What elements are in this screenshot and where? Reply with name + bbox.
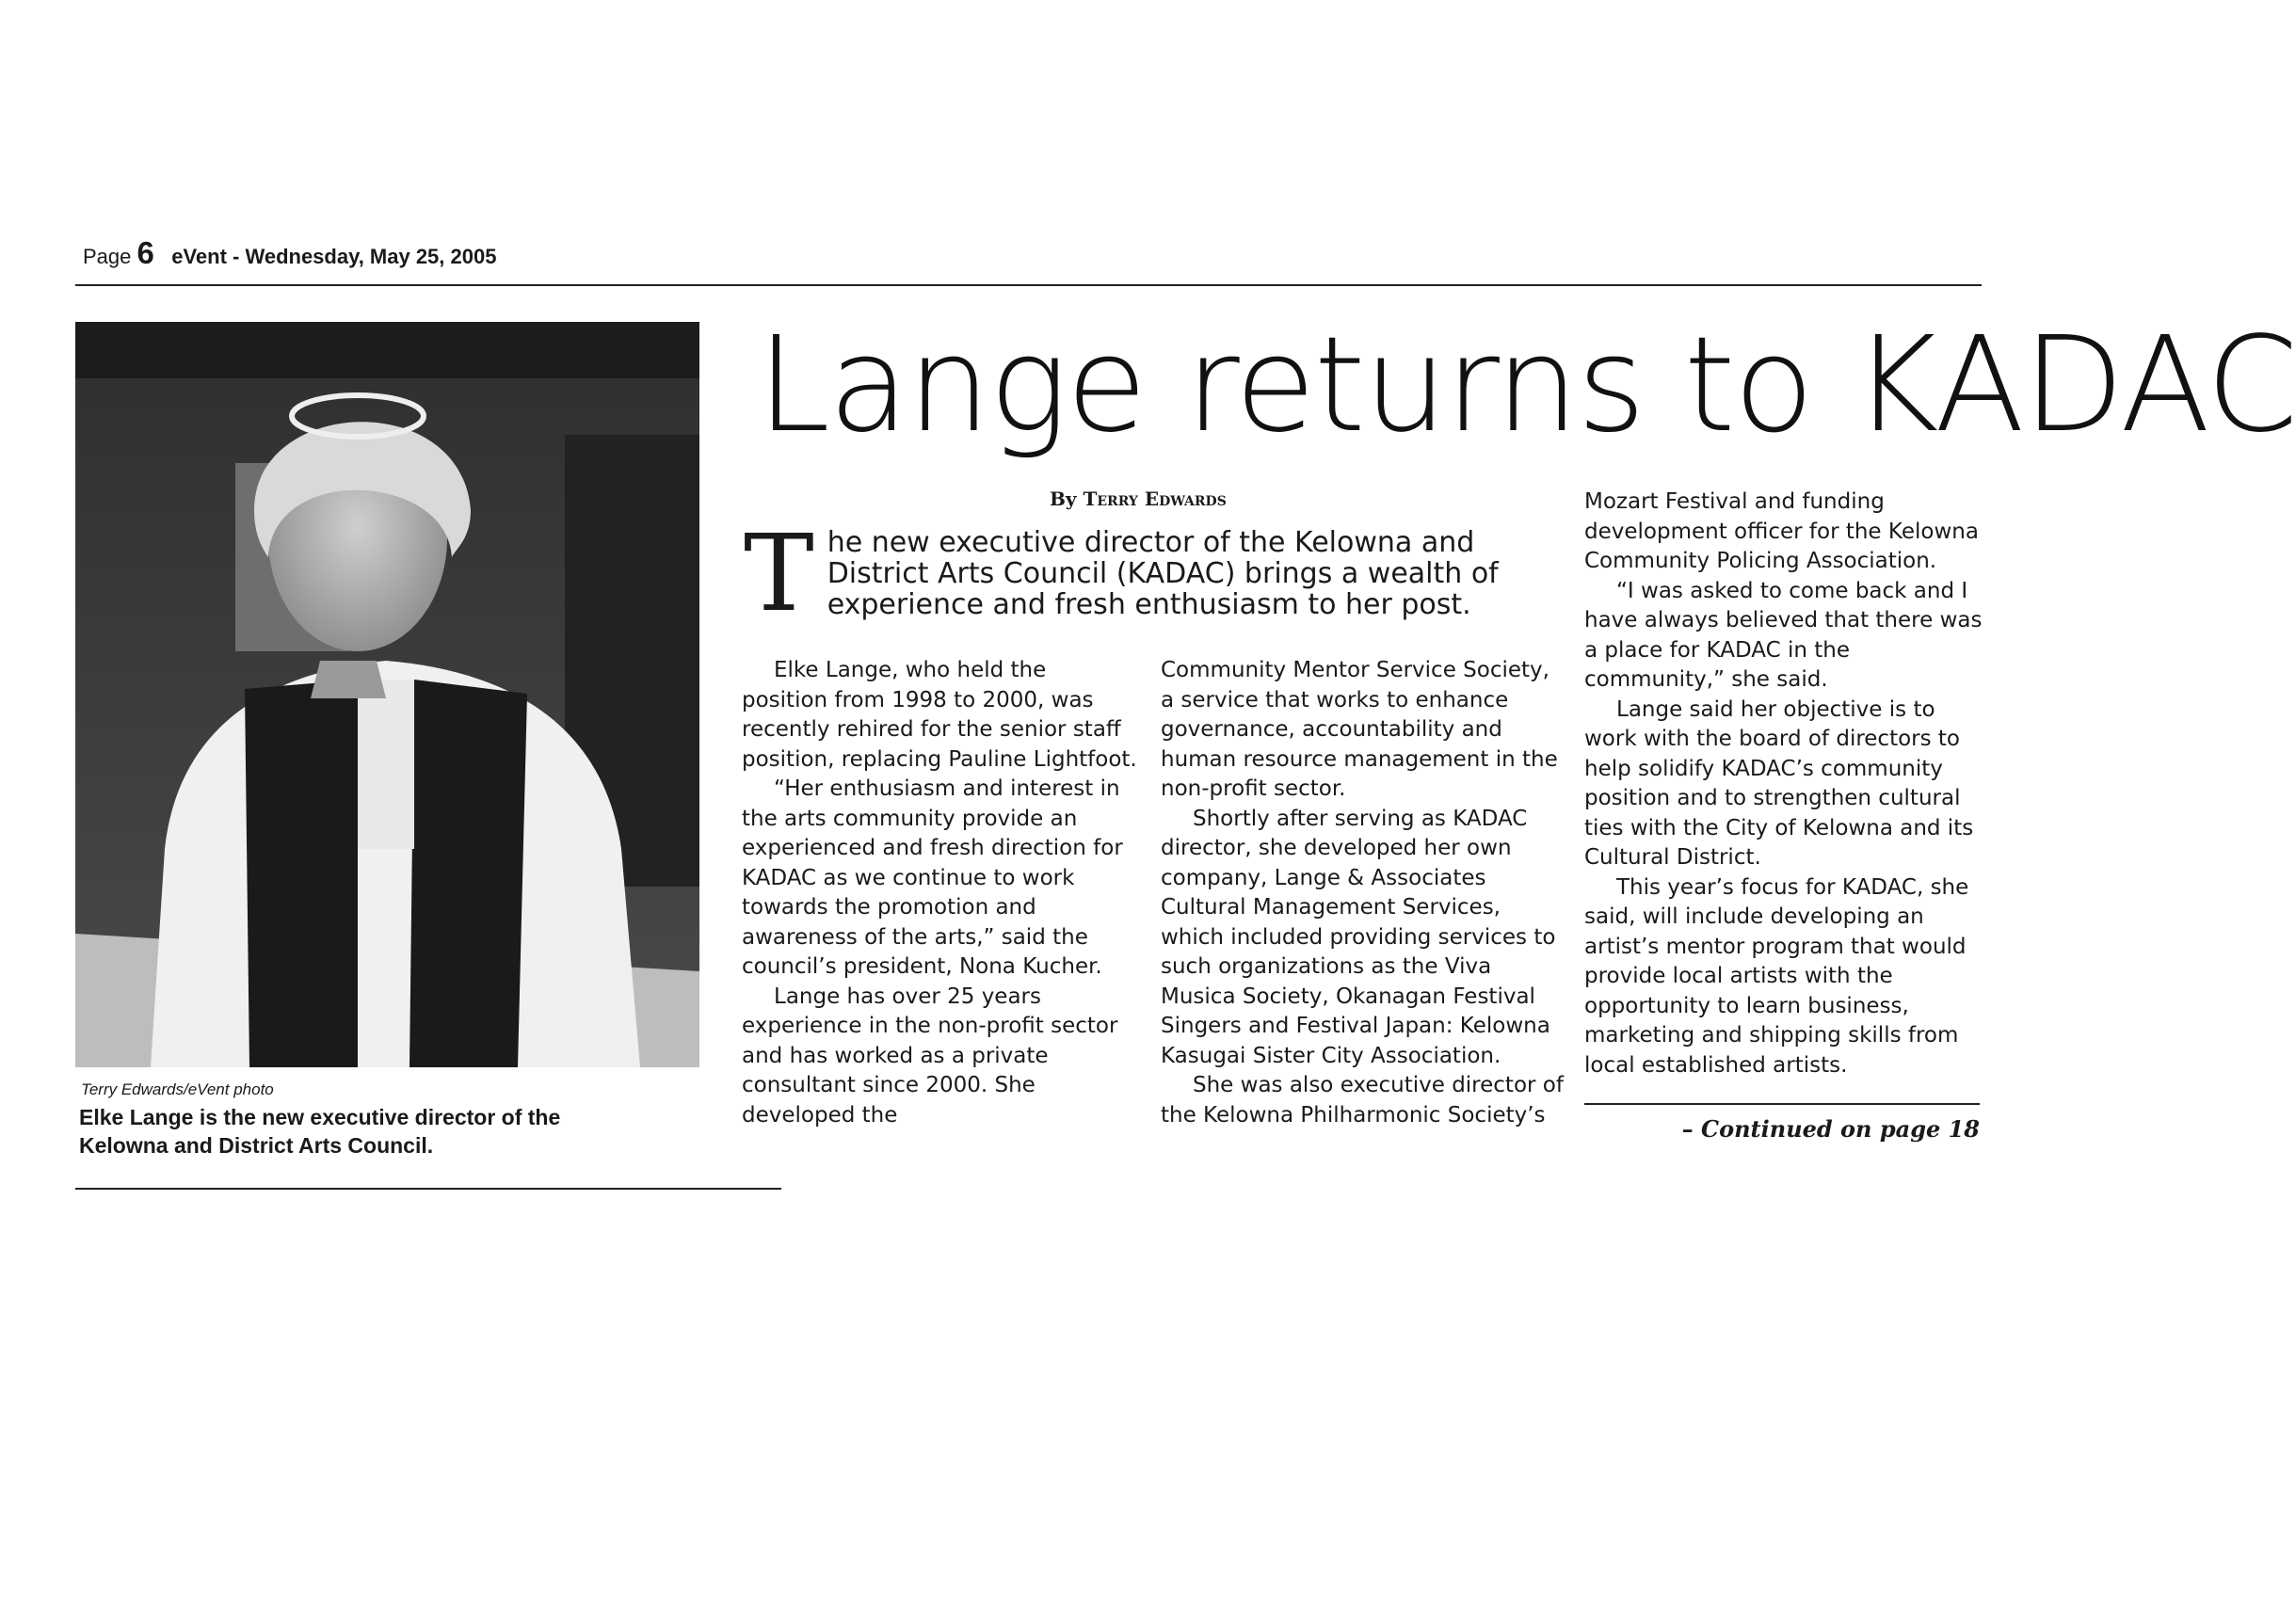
article-column-3 <box>1584 488 1984 1080</box>
photo-caption: Elke Lange is the new executive director of the Kelowna and District Arts Council. <box>79 1105 561 1158</box>
paragraph: Elke Lange, who held the position from 1998 to 2000, was recently rehired for the senior staff position, replacing Pauline Lightfoot. <box>742 658 1137 772</box>
byline <box>1050 488 1227 510</box>
publication-dateline: eVent - Wednesday, May 25, 2005 <box>171 245 497 268</box>
paragraph: “I was asked to come back and I have always believed that there was a place for KADAC in the community,” she said. <box>1584 578 1983 692</box>
paragraph: Shortly after serving as KADAC director, she developed her own company, Lange & Associates Cultural Management Services, which included providing services to such organizations as the Viva Musica Society, Okanagan Festival Singers and Festival Japan: Kelowna Kasugai Sister City Association. <box>1161 806 1556 1068</box>
drop-cap: T <box>744 513 814 635</box>
page-number: 6 <box>136 235 154 270</box>
continuation-rule <box>1584 1103 1980 1105</box>
page-label: Page <box>83 245 132 268</box>
paragraph: Lange has over 25 years experience in the non-profit sector and has worked as a private consultant since 2000. She developed the <box>742 984 1118 1128</box>
lead-paragraph <box>744 513 1534 635</box>
portrait-illustration <box>75 322 699 1067</box>
article-column-1 <box>742 656 1137 1130</box>
header-rule <box>75 284 1982 286</box>
photo-credit: Terry Edwards/eVent photo <box>81 1080 274 1098</box>
paragraph: “Her enthusiasm and interest in the arts community provide an experienced and fresh direction for KADAC as we continue to work towards the promotion and awareness of the arts,” said the council’s president, Nona Kucher. <box>742 776 1123 979</box>
article-column-2 <box>1161 656 1565 1130</box>
lead-text: he new executive director of the Kelowna and District Arts Council (KADAC) brings a wealth of experience and fresh enthusiasm to her post. <box>827 526 1499 621</box>
continued-on-link[interactable]: – Continued on page 18 <box>1681 1115 1980 1143</box>
byline-author: Terry Edwards <box>1083 488 1227 510</box>
page-header <box>83 235 496 271</box>
paragraph: She was also executive director of the Kelowna Philharmonic Society’s <box>1161 1073 1564 1128</box>
headline: Lange returns to KADAC <box>757 309 2296 462</box>
caption-rule <box>75 1188 781 1190</box>
paragraph: Mozart Festival and funding development officer for the Kelowna Community Policing Association. <box>1584 489 1979 573</box>
byline-prefix: By <box>1050 488 1077 510</box>
paragraph: Community Mentor Service Society, a service that works to enhance governance, accountability and human resource management in the non-profit sector. <box>1161 658 1558 801</box>
paragraph: Lange said her objective is to work with the board of directors to help solidify KADAC’s community position and to strengthen cultural ties with the City of Kelowna and its Cultural District. <box>1584 696 1974 870</box>
portrait-photo <box>75 322 699 1067</box>
paragraph: This year’s focus for KADAC, she said, will include developing an artist’s mentor program that would provide local artists with the opportunity to learn business, marketing and shipping skills from local established artists. <box>1584 874 1969 1078</box>
